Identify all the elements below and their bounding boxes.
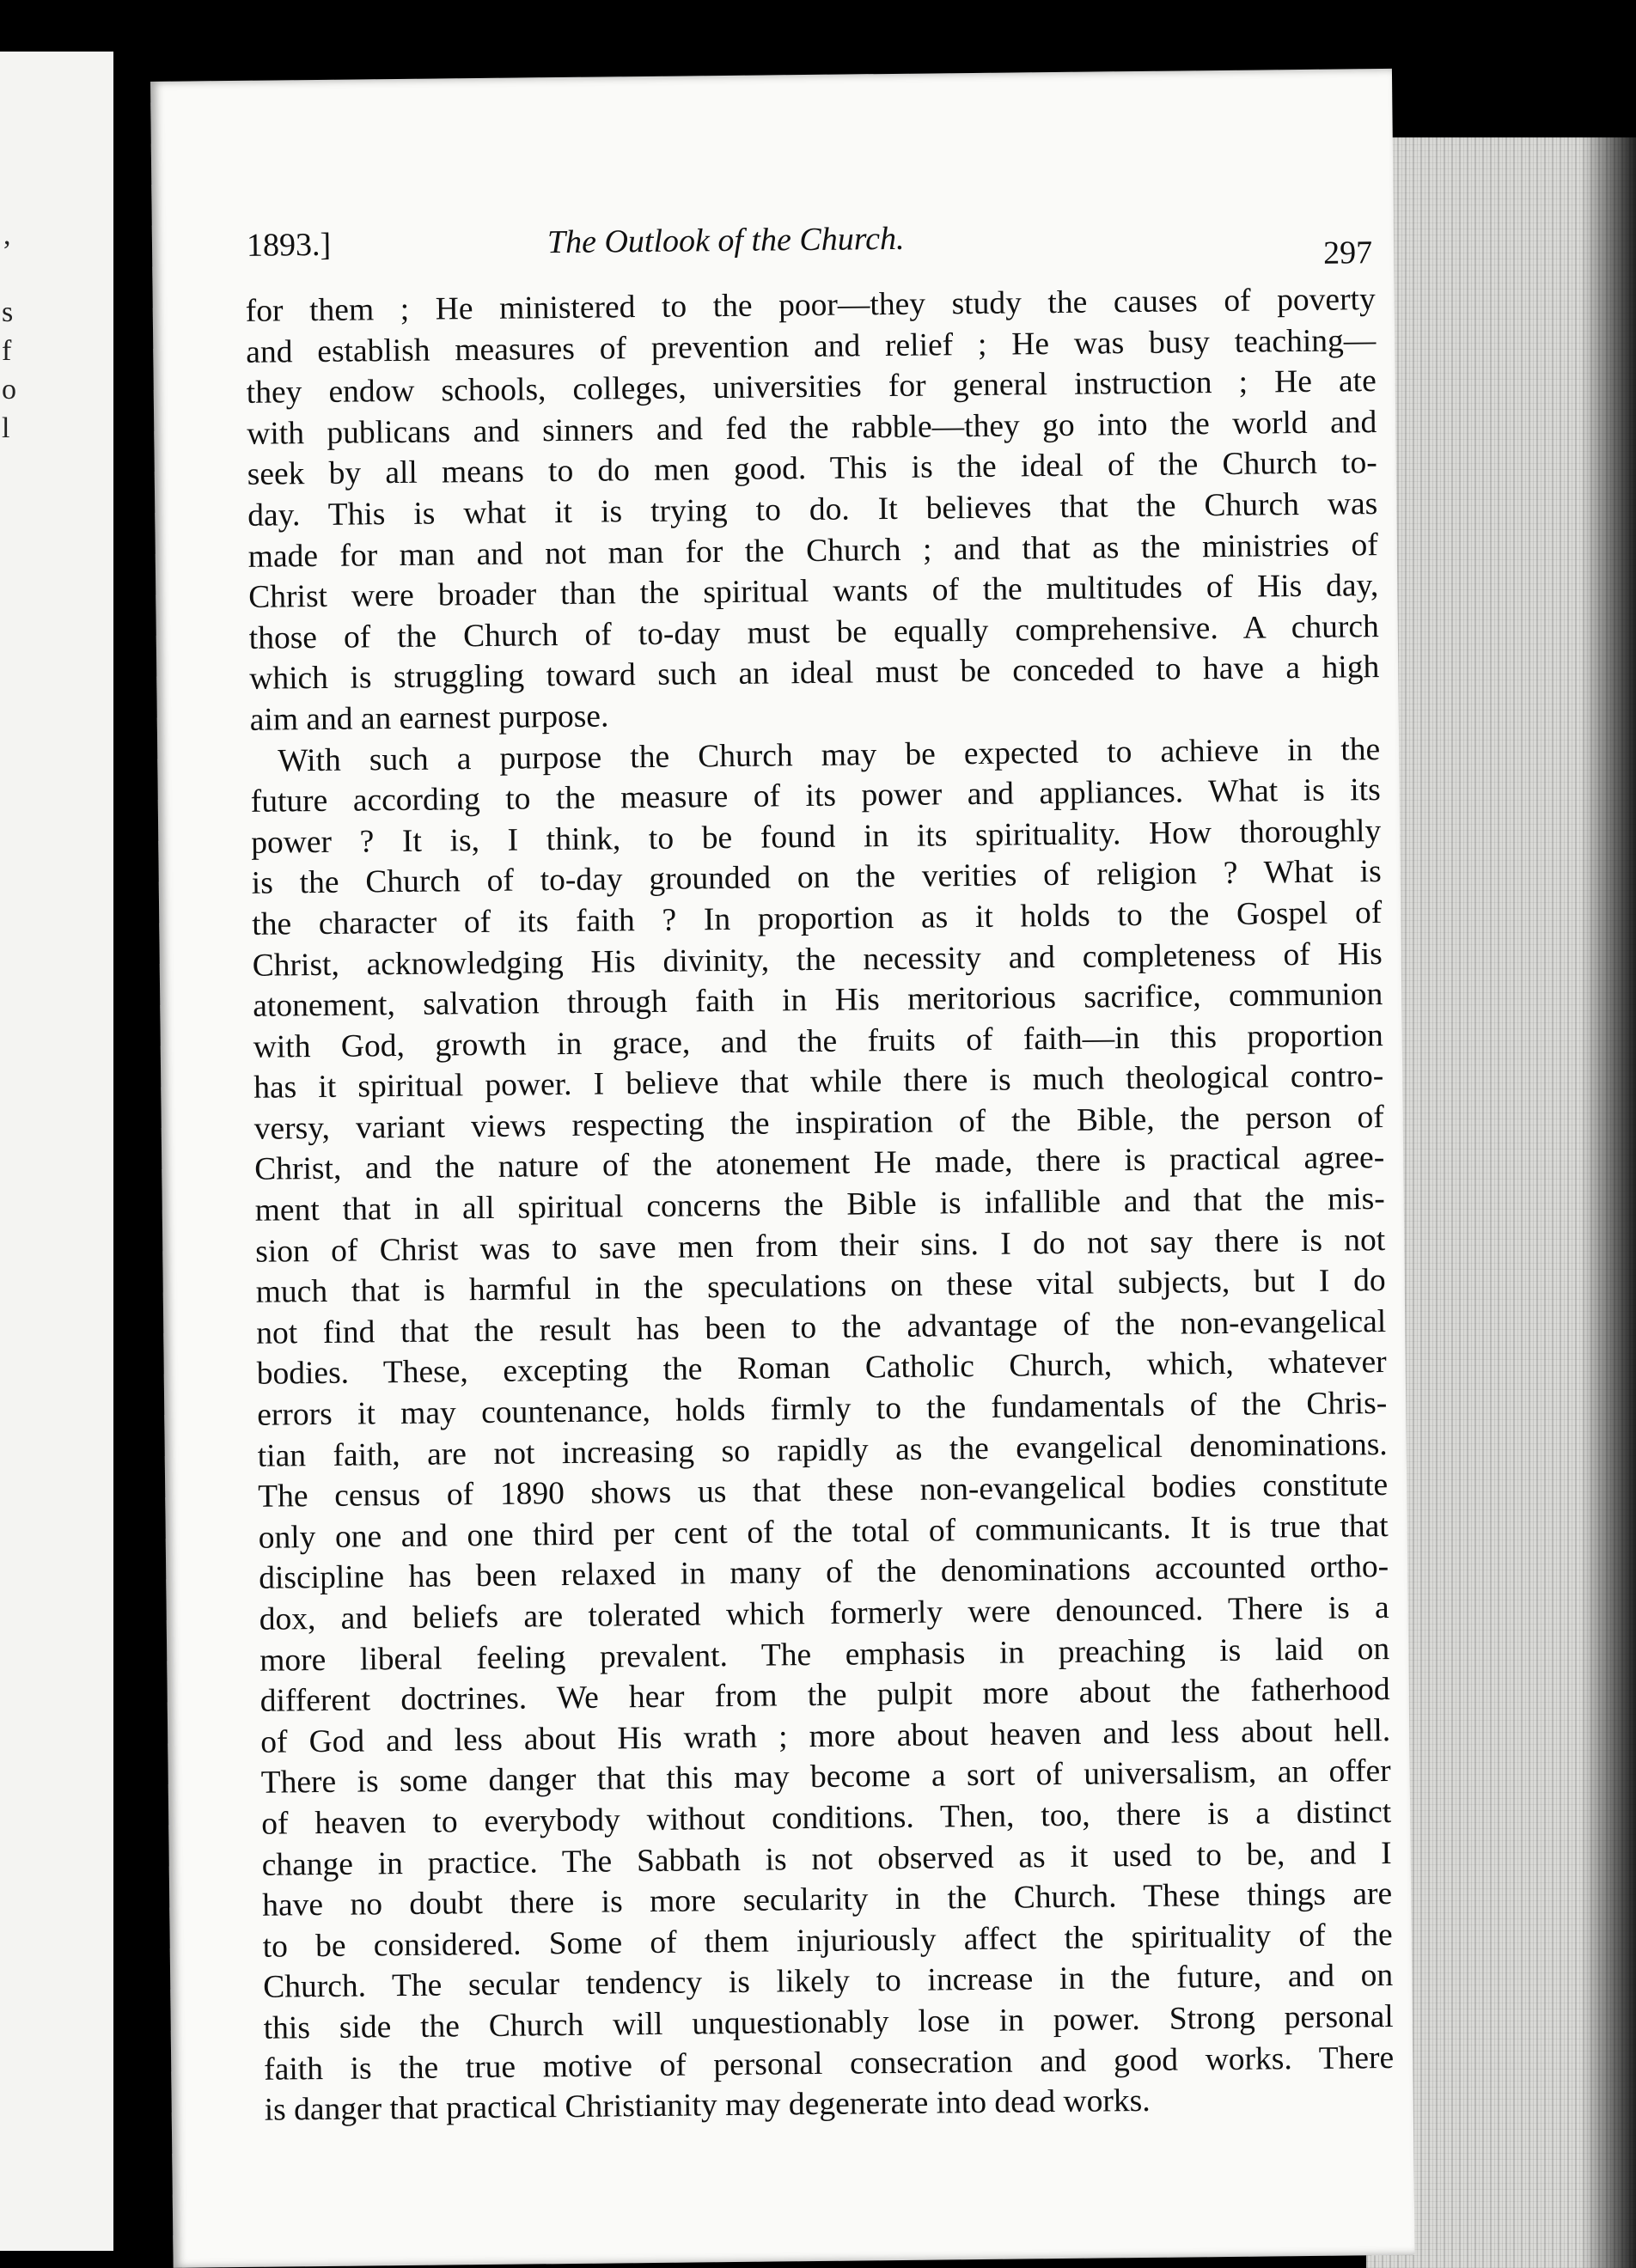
text-line: much that is harmful in the speculations on these vital subjects, but I do <box>255 1263 1386 1311</box>
paragraph <box>246 279 1380 741</box>
text-line: the character of its faith ? In proportion as it holds to the Gospel of <box>252 894 1383 942</box>
text-line: Christ, acknowledging His divinity, the necessity and completeness of His <box>252 936 1383 984</box>
text-line: With such a purpose the Church may be expected to achieve in the <box>278 731 1381 779</box>
text-line: only one and one third per cent of the total of communicants. It is true that <box>258 1508 1389 1556</box>
margin-glyph: f <box>2 335 12 367</box>
text-line: is the Church of to-day grounded on the verities of religion ? What is <box>251 854 1382 902</box>
text-line: future according to the measure of its power and appliances. What is its <box>250 772 1381 820</box>
body-text <box>246 279 1395 2131</box>
text-line: change in practice. The Sabbath is not observed as it used to be, and I <box>261 1835 1392 1883</box>
margin-glyph: o <box>2 374 16 405</box>
text-line: Church. The secular tendency is likely to increase in the future, and on <box>263 1958 1394 2006</box>
text-line: they endow schools, colleges, universities for general instruction ; He ate <box>246 363 1377 412</box>
text-line: seek by all means to do men good. This is the ideal of the Church to- <box>247 445 1377 493</box>
text-line: this side the Church will unquestionably lose in power. Strong personal <box>263 1998 1394 2046</box>
margin-glyph: l <box>2 412 10 444</box>
running-header <box>247 215 1373 278</box>
text-line: versy, variant views respecting the inspiration of the Bible, the person of <box>253 1099 1384 1147</box>
text-line: of God and less about His wrath ; more about heaven and less about hell. <box>260 1712 1391 1760</box>
margin-glyph: , <box>3 219 11 251</box>
text-line: with publicans and sinners and fed the rabble—they go into the world and <box>247 404 1377 452</box>
text-line: bodies. These, excepting the Roman Catholic Church, which, whatever <box>256 1344 1387 1393</box>
header-year: 1893.] <box>246 226 332 264</box>
book-page <box>150 69 1415 2268</box>
text-line: ment that in all spiritual concerns the Bible is infallible and that the mis- <box>254 1181 1385 1228</box>
text-line: discipline has been relaxed in many of the denominations accounted ortho- <box>259 1549 1389 1597</box>
margin-glyph: s <box>2 296 14 328</box>
running-title: The Outlook of the Church. <box>546 220 905 261</box>
text-line: sion of Christ was to save men from their sins. I do not say there is not <box>255 1222 1386 1270</box>
text-line: with God, growth in grace, and the fruits of faith—in this proportion <box>253 1017 1383 1065</box>
text-line: those of the Church of to-day must be equally comprehensive. A church <box>248 608 1379 656</box>
text-line: not find that the result has been to the advantage of the non-evangelical <box>256 1303 1387 1351</box>
text-line: day. This is what it is trying to do. It believes that the Church was <box>247 486 1378 533</box>
text-line: for them ; He ministered to the poor—they study the causes of poverty <box>245 282 1376 329</box>
text-line: atonement, salvation through faith in His meritorious sacrifice, communion <box>253 977 1383 1024</box>
text-line: The census of 1890 shows us that these non-evangelical bodies constitute <box>258 1467 1389 1515</box>
text-line: different doctrines. We hear from the pulpit more about the fatherhood <box>259 1672 1390 1719</box>
text-line: have no doubt there is more secularity in the Church. These things are <box>262 1876 1393 1924</box>
facing-page <box>0 0 127 2268</box>
page-number: 297 <box>1322 235 1373 271</box>
text-line: has it spiritual power. I believe that while there is much theological contro- <box>253 1058 1384 1107</box>
text-line: Christ were broader than the spiritual wants of the multitudes of His day, <box>248 568 1379 615</box>
text-line: which is struggling toward such an ideal must be conceded to have a high <box>249 649 1380 698</box>
text-line: errors it may countenance, holds firmly to the fundamentals of the Chris- <box>257 1386 1388 1433</box>
text-line: power ? It is, I think, to be found in its spirituality. How thoroughly <box>251 813 1382 861</box>
text-line: faith is the true motive of personal consecration and good works. There <box>264 2039 1395 2088</box>
text-line: of heaven to everybody without conditions. Then, too, there is a distinct <box>261 1794 1392 1842</box>
text-line: and establish measures of prevention and relief ; He was busy teaching— <box>246 322 1377 370</box>
text-line: dox, and beliefs are tolerated which formerly were denounced. There is a <box>259 1590 1389 1637</box>
facing-page-margin <box>0 52 113 2251</box>
text-line: There is some danger that this may become a sort of universalism, an offer <box>260 1753 1391 1802</box>
paragraph <box>250 729 1395 2131</box>
page-edge-shadow <box>1581 137 1636 2268</box>
text-line: aim and an earnest purpose. <box>249 698 609 738</box>
text-line: made for man and not man for the Church ; and that as the ministries of <box>247 527 1378 575</box>
text-line: to be considered. Some of them injuriously affect the spirituality of the <box>262 1917 1393 1965</box>
text-line: tian faith, are not increasing so rapidly as the evangelical denominations. <box>257 1426 1388 1474</box>
text-line: Christ, and the nature of the atonement He made, there is practical agree- <box>254 1140 1385 1188</box>
text-line: more liberal feeling prevalent. The emphasis in preaching is laid on <box>259 1631 1390 1679</box>
text-line: is danger that practical Christianity may degenerate into dead works. <box>264 2083 1151 2128</box>
